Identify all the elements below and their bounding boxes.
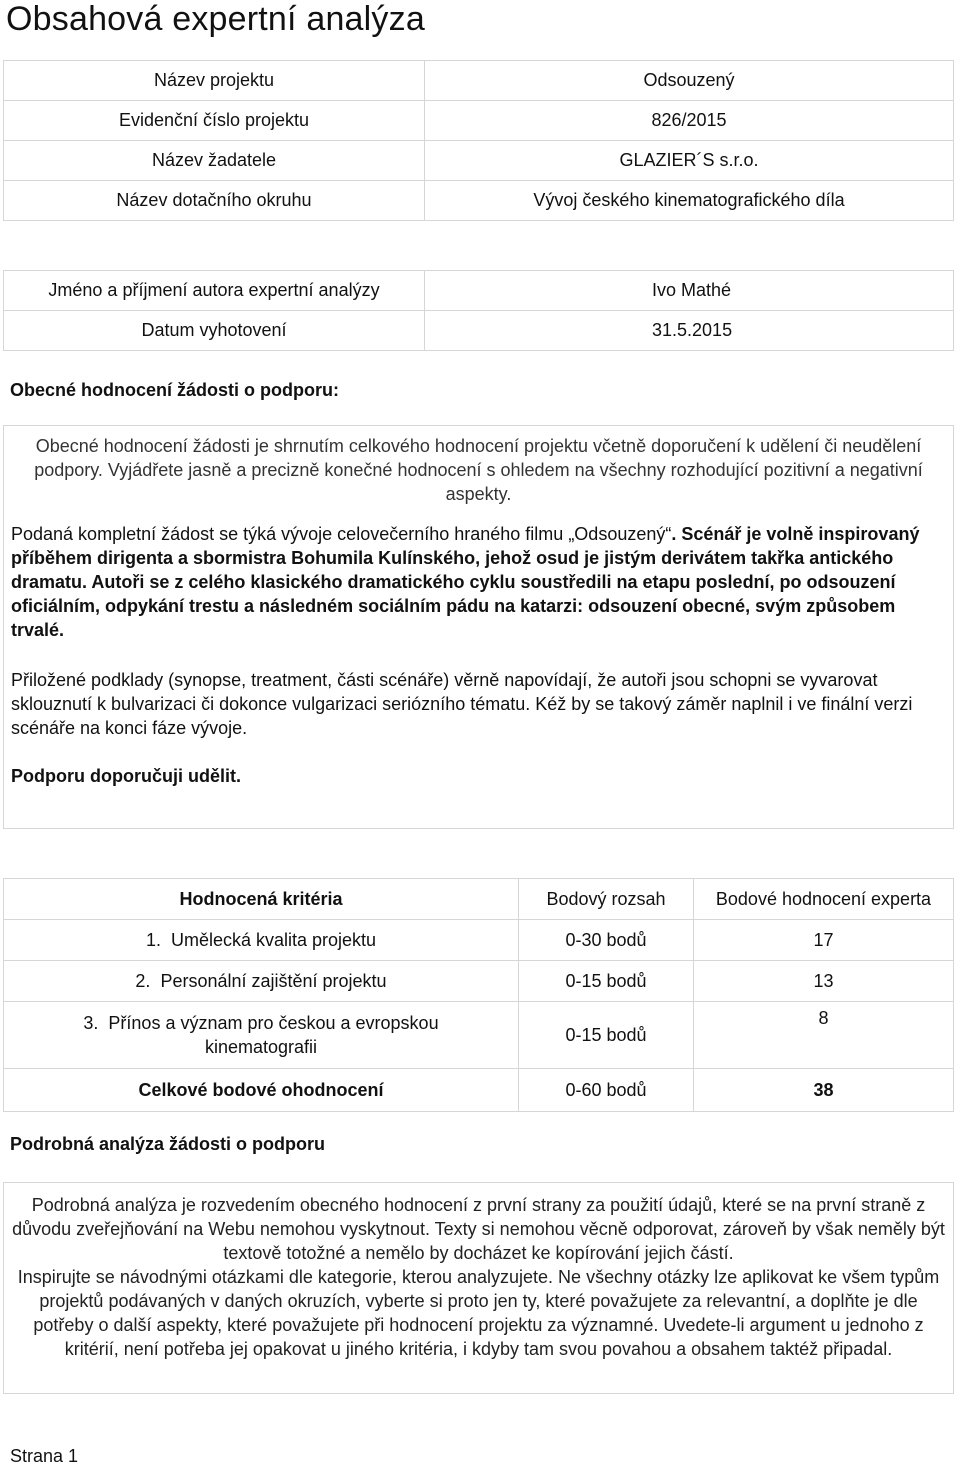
info-label: Název žadatele (4, 141, 425, 181)
criteria-total-score: 38 (694, 1069, 954, 1112)
criteria-name (4, 961, 519, 1002)
criteria-header-score: Bodové hodnocení experta (694, 879, 954, 920)
detail-text-2: Inspirujte se návodnými otázkami dle kategorie, kterou analyzujete. Ne všechny otázky lze aplikovat ke všem typům projektů podávaných v daných okruzích, vyberte si proto jen ty, které považujete za relevantní, a doplňte je dle potřeby o další aspekty, které považujete při hodnocení projektu za významné. Uvedete-li argument u jednoho z kritérií, není potřeba jej opakovat u jiného kritéria, i kdyby tam svou povahou a obsahem taktéž připadal. (17, 1267, 940, 1359)
general-evaluation-box (3, 425, 954, 829)
criteria-total-row (4, 1069, 954, 1112)
general-paragraph-1-rest: . Scénář je volně inspirovaný příběhem dirigenta a sbormistra Bohumila Kulínského, jehož osud je jistým derivátem takřka antického dramatu. Autoři se z celého klasického dramatického cyklu soustředili na etapu poslední, po odsouzení oficiálním, odpykání trestu a následném sociálním pádu na katarzi: odsouzení obecné, svým způsobem trvalé. (11, 524, 920, 640)
info-row-project-name (4, 61, 954, 101)
info-label: Evidenční číslo projektu (4, 101, 425, 141)
criteria-score: 17 (694, 920, 954, 961)
criteria-row (4, 961, 954, 1002)
info-value: GLAZIER´S s.r.o. (425, 141, 954, 181)
author-value: Ivo Mathé (425, 271, 954, 311)
author-table (3, 270, 954, 351)
author-label: Jméno a příjmení autora expertní analýzy (4, 271, 425, 311)
general-paragraph-1-start: Podaná kompletní žádost se týká vývoje celovečerního hraného filmu „Odsouzený“ (11, 524, 672, 544)
page-number: Strana 1 (10, 1446, 79, 1466)
criteria-name (4, 920, 519, 961)
detail-analysis-heading: Podrobná analýza žádosti o podporu (10, 1134, 326, 1154)
criteria-name (4, 1002, 519, 1069)
detail-analysis-box (3, 1182, 954, 1394)
criteria-score: 13 (694, 961, 954, 1002)
general-paragraph-2: Přiložené podklady (synopse, treatment, části scénáře) věrně napovídají, že autoři jsou schopni se vyvarovat sklouznutí k bulvarizaci či dokonce vulgarizaci seriózního tématu. Kéž by se takový záměr naplnil i ve finální verzi scénáře na konci fáze vývoje. (11, 670, 913, 738)
general-instruction: Obecné hodnocení žádosti je shrnutím celkového hodnocení projektu včetně doporučení k udělení či neudělení podpory. Vyjádřete jasně a precizně konečné hodnocení s ohledem na všechny rozhodující pozitivní a negativní aspekty. (34, 436, 923, 504)
info-value: Odsouzený (425, 61, 954, 101)
info-row-applicant (4, 141, 954, 181)
criteria-row (4, 1002, 954, 1069)
criteria-total-label: Celkové bodové ohodnocení (4, 1069, 519, 1112)
criteria-total-range: 0-60 bodů (519, 1069, 694, 1112)
info-label: Název projektu (4, 61, 425, 101)
criteria-header-name: Hodnocená kritéria (4, 879, 519, 920)
author-row (4, 271, 954, 311)
criteria-header-range: Bodový rozsah (519, 879, 694, 920)
criteria-number: 1. (145, 929, 161, 950)
criteria-range: 0-30 bodů (519, 920, 694, 961)
criteria-label: Přínos a význam pro českou a evropskou (108, 1013, 439, 1033)
criteria-label: Umělecká kvalita projektu (170, 929, 377, 950)
general-evaluation-heading: Obecné hodnocení žádosti o podporu: (10, 380, 339, 400)
info-value: 826/2015 (425, 101, 954, 141)
criteria-label-line-2: kinematografii (204, 1037, 318, 1057)
info-row-grant-area (4, 181, 954, 221)
info-label: Název dotačního okruhu (4, 181, 425, 221)
criteria-number: 2. (135, 970, 151, 991)
criteria-range: 0-15 bodů (519, 1002, 694, 1069)
criteria-range: 0-15 bodů (519, 961, 694, 1002)
criteria-table (3, 878, 954, 1112)
general-conclusion: Podporu doporučuji udělit. (11, 766, 241, 786)
criteria-row (4, 920, 954, 961)
criteria-label: Personální zajištění projektu (160, 970, 387, 991)
page-title: Obsahová expertní analýza (6, 0, 425, 38)
criteria-score: 8 (694, 1002, 954, 1069)
criteria-number: 3. (83, 1013, 99, 1033)
detail-text-1: Podrobná analýza je rozvedením obecného hodnocení z první strany za použití údajů, které se na první straně z důvodu zveřejňování na Webu nemohou vyskytnout. Texty si nemohou věcně odporovat, zároveň by však neměly být textově totožné a nemělo by docházet ke kopírování jejich částí. (12, 1195, 945, 1263)
date-row (4, 311, 954, 351)
info-row-project-number (4, 101, 954, 141)
info-value: Vývoj českého kinematografického díla (425, 181, 954, 221)
criteria-header-row (4, 879, 954, 920)
date-value: 31.5.2015 (425, 311, 954, 351)
project-info-table (3, 60, 954, 221)
date-label: Datum vyhotovení (4, 311, 425, 351)
general-paragraph-1 (11, 522, 946, 642)
